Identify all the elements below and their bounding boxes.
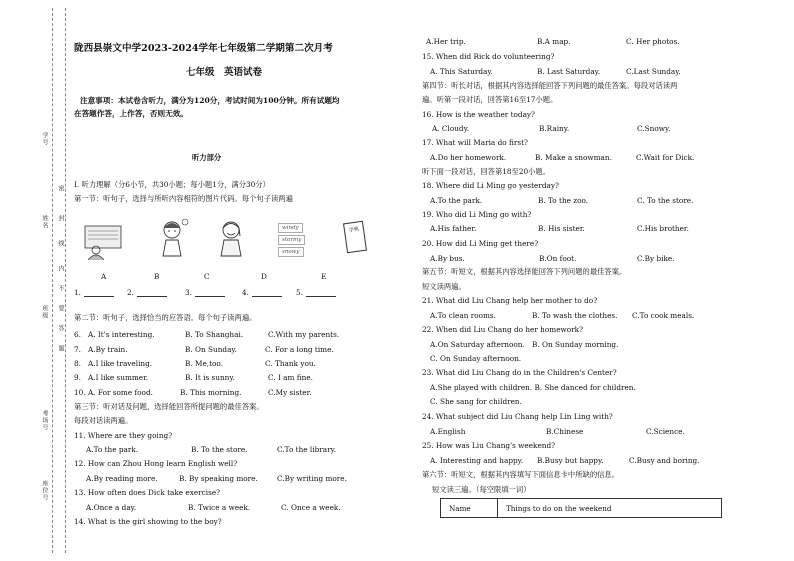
option-b[interactable]: B. On Sunday morning. xyxy=(532,340,619,349)
option-b[interactable]: B.A map. xyxy=(537,37,571,46)
sec3-instruction-2: 每段对话读两遍。 xyxy=(74,416,133,425)
table-header-things: Things to do on the weekend xyxy=(498,499,722,518)
option-b[interactable]: B. His sister. xyxy=(538,224,585,233)
pic-letter: E xyxy=(321,272,327,281)
option-c[interactable]: C.To the library. xyxy=(277,445,337,454)
option-c[interactable]: C.By bike. xyxy=(637,254,675,263)
picture-c-girl-laughing xyxy=(210,216,252,256)
option-c[interactable]: C.Snowy. xyxy=(637,124,671,133)
option-c[interactable]: C. To the store. xyxy=(637,196,694,205)
option-a[interactable]: A.Do her homework. xyxy=(430,153,507,162)
seal-char: 内 xyxy=(57,265,64,272)
seal-char: 要 xyxy=(57,305,64,312)
question-number: 6. xyxy=(74,330,81,339)
option-b[interactable]: B. By speaking more. xyxy=(179,474,258,483)
pic-letter: C xyxy=(204,272,210,281)
sec6-instruction: 第六节：听短文，根据其内容填写下面信息卡中所缺的信息。 xyxy=(422,470,620,479)
option-c[interactable]: C. On Sunday afternoon. xyxy=(430,354,522,363)
option-c[interactable]: C.Last Sunday. xyxy=(626,67,681,76)
option-c[interactable]: C.Wait for Dick. xyxy=(636,153,695,162)
option-b[interactable]: B.Chinese xyxy=(546,427,584,436)
question-22: 22. When did Liu Chang do her homework? xyxy=(422,325,583,334)
notice-line-1: 注意事项：本试卷含听力，满分为120分，考试时间为100分钟。所有试题均 xyxy=(80,96,340,105)
weather-word-box xyxy=(278,247,304,257)
answer-blank[interactable] xyxy=(306,296,336,297)
blank-number: 2. xyxy=(127,288,134,297)
sec5-instruction-2: 短文读两遍。 xyxy=(422,282,466,291)
option-a[interactable]: A. This Saturday. xyxy=(430,67,493,76)
option-c[interactable]: C. Thank you. xyxy=(265,359,316,368)
option-b[interactable]: B.Busy but happy. xyxy=(537,456,604,465)
option-a[interactable]: A.His father. xyxy=(430,224,477,233)
question-25: 25. How was Liu Chang's weekend? xyxy=(422,441,556,450)
weather-word: stormy xyxy=(282,237,302,243)
question-number: 8. xyxy=(74,359,81,368)
question-12: 12. How can Zhou Hong learn English well? xyxy=(74,459,238,468)
seal-char: 密 xyxy=(57,185,64,192)
option-a[interactable]: A.By reading more. xyxy=(86,474,158,483)
sec3-instruction: 第三节：听对话及问题，选择能回答所提问题的最佳答案。 xyxy=(74,402,264,411)
option-b[interactable]: B. Me,too. xyxy=(185,359,224,368)
exam-subtitle: 七年级 英语试卷 xyxy=(186,67,263,78)
blank-number: 4. xyxy=(242,288,249,297)
option-b[interactable]: B.On foot. xyxy=(539,254,577,263)
seal-char: 题 xyxy=(57,345,64,352)
option-b[interactable]: B. Make a snowman. xyxy=(535,153,612,162)
option-a[interactable]: A. It's interesting. xyxy=(88,330,155,339)
option-b[interactable]: B. To wash the clothes. xyxy=(532,311,618,320)
table-header-name: Name xyxy=(441,499,498,518)
picture-e-dictionary xyxy=(343,221,367,253)
question-13: 13. How often does Dick take exercise? xyxy=(74,488,221,497)
option-b[interactable]: B. To Shanghai. xyxy=(185,330,244,339)
seal-char: 封 xyxy=(57,215,64,222)
option-b[interactable]: B.Rainy. xyxy=(539,124,570,133)
weather-word: snowy xyxy=(282,249,300,255)
class-label: 班级 xyxy=(41,305,48,319)
question-14: 14. What is the girl showing to the boy? xyxy=(74,517,222,526)
dictionary-label: 字典 xyxy=(348,226,360,234)
blank-number: 1. xyxy=(74,288,81,297)
option-c[interactable]: C.Science. xyxy=(646,427,685,436)
weather-word: windy xyxy=(282,225,299,231)
option-b[interactable]: B. To the zoo. xyxy=(538,196,589,205)
option-a[interactable]: A.I like summer. xyxy=(88,373,149,382)
option-c[interactable]: C.Busy and boring. xyxy=(629,456,700,465)
seal-char: 不 xyxy=(57,285,64,292)
answer-blank[interactable] xyxy=(195,296,225,297)
sec5-instruction: 第五节：听短文，根据其内容选择能回答下列问题的最佳答案。 xyxy=(422,267,627,276)
answer-blank[interactable] xyxy=(137,296,167,297)
option-a[interactable]: A. For some food. xyxy=(88,388,153,397)
option-c[interactable]: C. Once a week. xyxy=(281,503,341,512)
blank-number: 5. xyxy=(296,288,303,297)
option-a[interactable]: A. Interesting and happy. xyxy=(430,456,524,465)
question-15: 15. When did Rick do volunteering? xyxy=(422,52,555,61)
option-a[interactable]: A.To the park. xyxy=(430,196,483,205)
option-a-b[interactable]: A.She played with children. B. She danced for children. xyxy=(430,383,636,392)
exam-title: 陇西县崇文中学2023-2024学年七年级第二学期第二次月考 xyxy=(74,43,333,54)
info-card-table xyxy=(440,498,722,518)
question-number: 9. xyxy=(74,373,81,382)
option-b[interactable]: B. This morning. xyxy=(180,388,242,397)
option-a[interactable]: A.On Saturday afternoon. xyxy=(430,340,525,349)
fold-line-inner xyxy=(65,8,66,553)
student-id-label: 学号 xyxy=(41,132,48,146)
option-a[interactable]: A.English xyxy=(430,427,466,436)
notice-line-2: 在答题作答，上作答，否则无效。 xyxy=(74,109,188,118)
question-20: 20. How did Li Ming get there? xyxy=(422,239,539,248)
pic-letter: B xyxy=(154,272,160,281)
option-a[interactable]: A.By train. xyxy=(88,345,128,354)
question-number: 7. xyxy=(74,345,81,354)
sec4-instruction: 第四节：听长对话，根据其内容选择能回答下列问题的最佳答案。每段对话读两 xyxy=(422,81,678,90)
option-a[interactable]: A.To the park. xyxy=(86,445,139,454)
option-b[interactable]: B. On Sunday. xyxy=(185,345,237,354)
option-a[interactable]: A. Cloudy. xyxy=(432,124,470,133)
name-label: 姓名 xyxy=(41,215,48,229)
pic-letter: D xyxy=(261,272,267,281)
option-a[interactable]: A.I like traveling. xyxy=(88,359,153,368)
option-a[interactable]: A.By bus. xyxy=(430,254,465,263)
exam-room-label: 考场号 xyxy=(41,410,48,431)
pic-letter: A xyxy=(101,272,107,281)
sec6-instruction-2: 短文读三遍。（每空限填一词） xyxy=(432,485,531,494)
picture-a-glyph xyxy=(108,232,150,272)
option-c[interactable]: C.With my parents. xyxy=(268,330,340,339)
question-19: 19. Who did Li Ming go with? xyxy=(422,210,532,219)
sec2-instruction: 第二节：听句子，选择恰当的应答语。每个句子读两遍。 xyxy=(74,313,257,322)
seal-char: 线 xyxy=(57,240,64,247)
answer-blank[interactable] xyxy=(84,296,114,297)
picture-b-girl-thinking xyxy=(152,216,194,256)
seat-label: 座位号 xyxy=(41,480,48,501)
option-b[interactable]: B. Last Saturday. xyxy=(537,67,601,76)
question-24: 24. What subject did Liu Chang help Lin Ling with? xyxy=(422,412,613,421)
answer-blank[interactable] xyxy=(252,296,282,297)
option-a[interactable]: A.Once a day. xyxy=(86,503,137,512)
option-c[interactable]: C.My sister. xyxy=(268,388,312,397)
sec4-instruction-2: 遍。听第一段对话，回答第16至17小题。 xyxy=(422,95,558,104)
option-c[interactable]: C.His brother. xyxy=(637,224,689,233)
option-c[interactable]: C. For a long time. xyxy=(265,345,334,354)
option-c[interactable]: C.By writing more. xyxy=(277,474,347,483)
question-18: 18. Where did Li Ming go yesterday? xyxy=(422,181,559,190)
seal-char: 答 xyxy=(57,325,64,332)
option-c[interactable]: C. I am fine. xyxy=(268,373,313,382)
option-c[interactable]: C.To cook meals. xyxy=(632,311,695,320)
option-c[interactable]: C. Her photos. xyxy=(626,37,680,46)
option-b[interactable]: B. Twice a week. xyxy=(188,503,251,512)
option-a[interactable]: A.Her trip. xyxy=(426,37,466,46)
sec1-instruction: 第一节：听句子，选择与所听内容相符的图片代码。每个句子读两遍 xyxy=(74,194,293,203)
option-b[interactable]: B. To the store. xyxy=(191,445,248,454)
fold-line-outer xyxy=(52,8,53,553)
option-c[interactable]: C. She sang for children. xyxy=(430,397,522,406)
weather-word-box xyxy=(278,223,303,233)
question-21: 21. What did Liu Chang help her mother to do? xyxy=(422,296,598,305)
question-17: 17. What will Maria do first? xyxy=(422,138,528,147)
question-number: 10. xyxy=(74,388,86,397)
question-23: 23. What did Liu Chang do in the Children's Center? xyxy=(422,368,617,377)
weather-word-box xyxy=(278,235,305,245)
question-16: 16. How is the weather today? xyxy=(422,110,535,119)
sec4-instruction-3: 听下面一段对话，回答第18至20小题。 xyxy=(422,167,551,176)
option-a[interactable]: A.To clean rooms. xyxy=(430,311,496,320)
blank-number: 3. xyxy=(185,288,192,297)
part1-title: I. 听力理解（分6小节，共30小题；每小题1分，满分30分） xyxy=(74,180,270,189)
question-11: 11. Where are they going? xyxy=(74,431,173,440)
section-title: 听力部分 xyxy=(192,153,222,162)
option-b[interactable]: B. It is sunny. xyxy=(185,373,235,382)
